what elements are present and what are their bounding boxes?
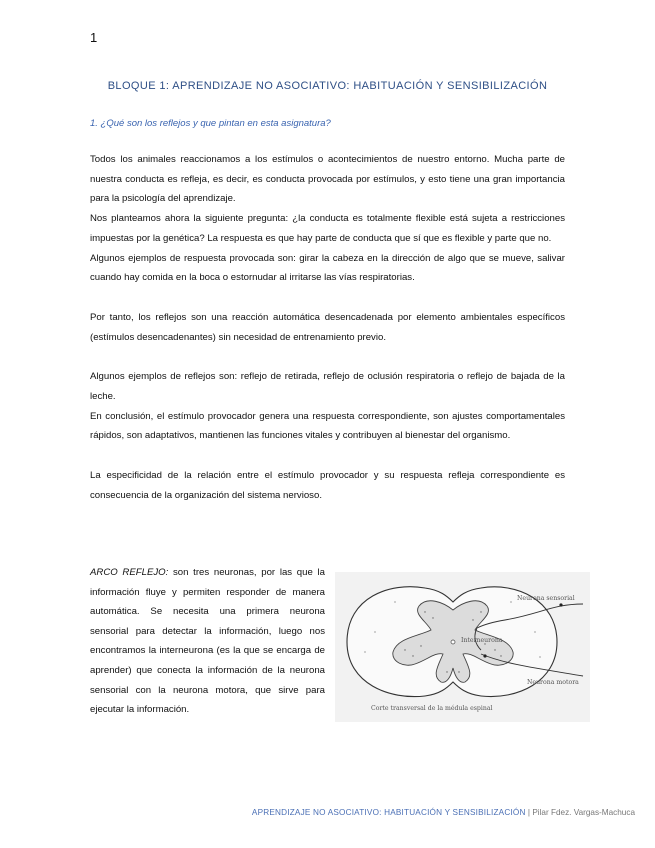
spinal-cord-illustration [335, 572, 590, 722]
document-title: BLOQUE 1: APRENDIZAJE NO ASOCIATIVO: HABITUACIÓN Y SENSIBILIZACIÓN [107, 80, 548, 92]
figure-caption: Corte transversal de la médula espinal [371, 705, 493, 712]
paragraph: La especificidad de la relación entre el estímulo provocador y su respuesta refleja correspondiente es consecuencia de la organización del sistema nervioso. [90, 470, 565, 501]
central-canal [451, 640, 455, 644]
paragraph: Nos planteamos ahora la siguiente pregunta: ¿la conducta es totalmente flexible está sujeta a restricciones impuestas por la genética? La respuesta es que hay parte de conducta que sí que es flexible y parte que no. [90, 213, 565, 244]
page-footer [0, 808, 635, 817]
main-text [90, 150, 565, 506]
paragraph: En conclusión, el estímulo provocador genera una respuesta correspondiente, son ajustes comportamentales rápidos, son adaptativos, mantienen las funciones vitales y contribuyen al bienestar del organismo. [90, 410, 565, 442]
label-interneuron: Interneurona [461, 637, 503, 644]
paragraph: Algunos ejemplos de reflejos son: reflejo de retirada, reflejo de oclusión respiratoria o reflejo de bajada de la leche. [90, 371, 565, 403]
section-heading: 1. ¿Qué son los reflejos y que pintan en esta asignatura? [90, 118, 331, 129]
footer-title: APRENDIZAJE NO ASOCIATIVO: HABITUACIÓN Y SENSIBILIZACIÓN [251, 808, 526, 817]
label-sensory-neuron: Neurona sensorial [517, 595, 575, 602]
footer-separator: | [525, 808, 533, 817]
footer-author: Pilar Fdez. Vargas-Machuca [532, 808, 635, 817]
paragraph: Todos los animales reaccionamos a los estímulos o acontecimientos de nuestro entorno. Mucha parte de nuestra conducta es refleja, es decir, es conducta provocada por estímulos, y esto tiene una gran importancia para la psicología del aprendizaje. [90, 154, 565, 205]
reflex-arc-label: ARCO REFLEJO: [90, 567, 169, 578]
page-number: 1 [90, 30, 98, 45]
paragraph [90, 563, 325, 720]
paragraph: Por tanto, los reflejos son una reacción automática desencadenada por elemento ambientales específicos (estímulos desencadenantes) sin necesidad de entrenamiento previo. [90, 311, 565, 343]
reflex-arc-text [90, 563, 325, 720]
label-motor-neuron: Neurona motora [527, 679, 579, 686]
paragraph: Algunos ejemplos de respuesta provocada son: girar la cabeza en la dirección de algo que se mueve, salivar cuando hay comida en la boca o estornudar al irritarse las vías respiratorias. [90, 252, 565, 284]
spinal-cord-figure [335, 572, 590, 722]
reflex-arc-description: son tres neuronas, por las que la información fluye y permiten responder de manera automática. Se necesita una primera neurona sensorial para detectar la información, luego nos encontramos la interneurona (es la que se encarga de aprender) que conecta la información de la neurona sensorial con la neurona motora, que sirve para ejecutar la información. [90, 567, 325, 716]
